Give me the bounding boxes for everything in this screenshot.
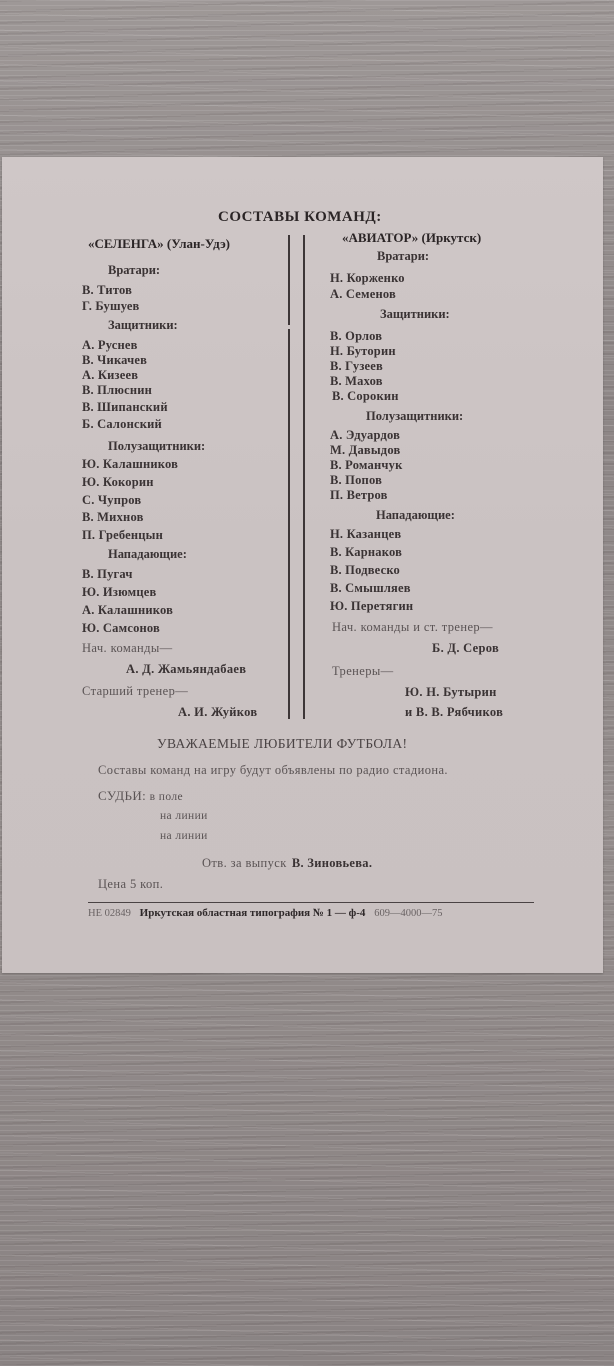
imprint-order: 609—4000—75 xyxy=(374,908,443,919)
imprint-rule xyxy=(88,902,534,903)
away-player: Н. Казанцев xyxy=(330,527,402,541)
away-player: Н. Буторин xyxy=(330,344,396,358)
home-player: В. Титов xyxy=(82,283,133,297)
away-coaches-line1: Ю. Н. Бутырин xyxy=(405,685,497,699)
home-player: В. Шипанский xyxy=(82,400,168,414)
home-player: В. Чикачев xyxy=(82,353,148,367)
imprint-printer: Иркутская областная типография № 1 — ф-4 xyxy=(139,907,366,919)
away-team-city: (Иркутск) xyxy=(421,230,482,245)
referees-label: СУДЬИ: xyxy=(98,788,147,803)
home-coach-name: А. И. Жуйков xyxy=(178,705,258,719)
home-player: Ю. Самсонов xyxy=(82,621,161,635)
home-coach-label: Старший тренер— xyxy=(82,684,189,698)
away-defenders-label: Защитники: xyxy=(380,307,450,321)
away-team-name: «АВИАТОР» xyxy=(342,230,419,245)
away-coaches-line2: и В. В. Рябчиков xyxy=(405,705,504,719)
away-player: А. Эдуардов xyxy=(330,428,401,442)
greeting-heading: УВАЖАЕМЫЕ ЛЮБИТЕЛИ ФУТБОЛА! xyxy=(157,736,408,751)
price: Цена 5 коп. xyxy=(98,877,164,891)
away-player: П. Ветров xyxy=(330,488,388,502)
away-player: Ю. Перетягин xyxy=(330,599,414,613)
home-defenders-label: Защитники: xyxy=(108,318,178,332)
away-player: В. Гузеев xyxy=(330,359,383,373)
away-player: В. Карнаков xyxy=(330,545,403,559)
match-program-sheet xyxy=(2,157,603,973)
home-player: В. Пугач xyxy=(82,567,133,581)
away-player: В. Орлов xyxy=(330,329,383,343)
away-player: В. Сорокин xyxy=(332,389,399,403)
home-player: Ю. Калашников xyxy=(82,457,179,471)
home-head-label: Нач. команды— xyxy=(82,641,173,655)
away-forwards-label: Нападающие: xyxy=(376,508,455,522)
home-goalkeepers-label: Вратари: xyxy=(108,263,161,277)
away-head-label: Нач. команды и ст. тренер— xyxy=(332,620,493,634)
home-forwards-label: Нападающие: xyxy=(108,547,187,561)
responsible-name: В. Зиновьева. xyxy=(291,856,373,870)
away-midfielders-label: Полузащитники: xyxy=(366,409,464,423)
home-team-city: (Улан-Удэ) xyxy=(166,236,231,251)
referee-line-1: на линии xyxy=(160,810,208,822)
responsible-label: Отв. за выпуск xyxy=(202,856,287,870)
away-player: В. Подвеско xyxy=(330,563,401,577)
column-divider-right xyxy=(303,235,305,719)
home-player: С. Чупров xyxy=(82,493,142,507)
referee-line-2: на линии xyxy=(160,830,208,842)
home-team-header xyxy=(88,236,230,252)
away-head-name: Б. Д. Серов xyxy=(432,641,500,655)
away-player: М. Давыдов xyxy=(330,443,401,457)
lineup-notice: Составы команд на игру будут объявлены по радио стадиона. xyxy=(98,763,448,777)
referee-field: в поле xyxy=(149,791,183,803)
referees-row xyxy=(98,788,183,804)
away-player: В. Смышляев xyxy=(330,581,411,595)
home-player: Г. Бушуев xyxy=(82,299,140,313)
column-divider-left xyxy=(288,329,290,719)
home-team-name: «СЕЛЕНГА» xyxy=(88,236,164,251)
away-team-header xyxy=(342,230,481,246)
home-player: А. Руснев xyxy=(82,338,138,352)
home-midfielders-label: Полузащитники: xyxy=(108,439,206,453)
away-player: В. Махов xyxy=(330,374,383,388)
home-player: Ю. Кокорин xyxy=(82,475,154,489)
home-player: А. Кизеев xyxy=(82,368,139,382)
home-player: В. Михнов xyxy=(82,510,144,524)
imprint-code: НЕ 02849 xyxy=(88,908,131,919)
home-player: П. Гребенцын xyxy=(82,528,164,542)
home-player: Б. Салонский xyxy=(82,417,162,431)
responsible-row xyxy=(202,852,372,871)
away-player: В. Попов xyxy=(330,473,383,487)
away-player: Н. Корженко xyxy=(330,271,405,285)
away-goalkeepers-label: Вратари: xyxy=(377,249,430,263)
away-player: А. Семенов xyxy=(330,287,396,301)
away-player: В. Романчук xyxy=(330,458,403,472)
page-title: СОСТАВЫ КОМАНД: xyxy=(218,209,382,225)
home-player: Ю. Изюмцев xyxy=(82,585,157,599)
home-head-name: А. Д. Жамьяндабаев xyxy=(126,662,247,676)
column-divider-left-top xyxy=(288,235,290,325)
home-player: А. Калашников xyxy=(82,603,174,617)
away-coaches-label: Тренеры— xyxy=(332,664,394,678)
imprint-line xyxy=(88,907,442,919)
home-player: В. Плюснин xyxy=(82,383,153,397)
